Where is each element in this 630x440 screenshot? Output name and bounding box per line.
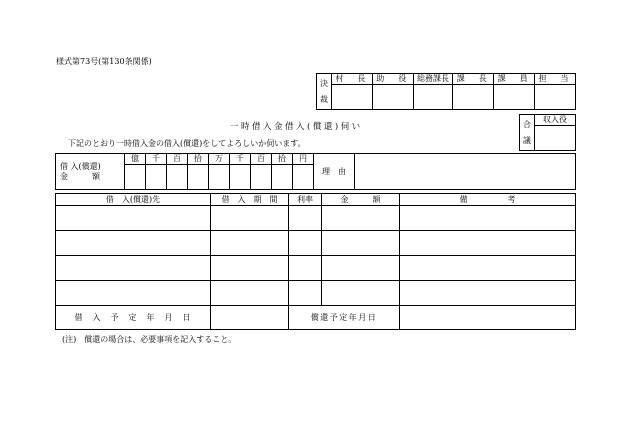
unit-yen: 円 (293, 154, 314, 165)
amount-cell[interactable] (322, 206, 400, 231)
approval-header-staff: 課 員 (494, 74, 535, 85)
approval-seal-cell[interactable] (332, 85, 373, 110)
remarks-cell[interactable] (400, 206, 576, 231)
consult-seal-cell[interactable] (535, 126, 576, 151)
period-cell[interactable] (211, 256, 289, 281)
approval-seal-cell[interactable] (372, 85, 413, 110)
approval-header-general-affairs: 総務課長 (413, 74, 453, 85)
lender-cell[interactable] (56, 281, 211, 306)
col-header-period: 借 入 期 間 (211, 194, 289, 206)
consult-label: 合 議 (520, 115, 535, 151)
unit-oku: 億 (125, 154, 146, 165)
amount-digit-cell[interactable] (167, 165, 188, 190)
form-number: 様式第73号(第130条関係) (56, 57, 152, 66)
intro-text: 下記のとおり一時借入金の借入(償還)をしてよろしいか伺います。 (68, 139, 306, 148)
footnote: (注) 償還の場合は、必要事項を記入すること。 (62, 335, 237, 344)
amount-digit-cell[interactable] (146, 165, 167, 190)
unit-man: 万 (209, 154, 230, 165)
remarks-cell[interactable] (400, 256, 576, 281)
col-header-lender: 借 入(償還)先 (56, 194, 211, 206)
approval-header-in-charge: 担 当 (535, 74, 576, 85)
amount-cell[interactable] (322, 256, 400, 281)
lender-cell[interactable] (56, 206, 211, 231)
reason-label: 理 由 (314, 154, 355, 190)
rate-cell[interactable] (289, 281, 322, 306)
lender-cell[interactable] (56, 256, 211, 281)
unit-juu: 拾 (272, 154, 293, 165)
approval-header-mayor: 村 長 (332, 74, 373, 85)
remarks-cell[interactable] (400, 281, 576, 306)
approval-table (316, 73, 576, 110)
amount-digit-cell[interactable] (125, 165, 146, 190)
repay-date-input[interactable] (400, 306, 576, 330)
amount-digit-cell[interactable] (293, 165, 314, 190)
approval-seal-cell[interactable] (494, 85, 535, 110)
remarks-cell[interactable] (400, 231, 576, 256)
amount-table (55, 153, 576, 190)
approval-seal-cell[interactable] (453, 85, 494, 110)
borrow-date-input[interactable] (211, 306, 289, 330)
amount-digit-cell[interactable] (209, 165, 230, 190)
unit-sen: 千 (230, 154, 251, 165)
consult-header-treasurer: 収入役 (535, 115, 576, 126)
detail-table (55, 193, 576, 330)
unit-hyaku: 百 (167, 154, 188, 165)
period-cell[interactable] (211, 231, 289, 256)
rate-cell[interactable] (289, 206, 322, 231)
rate-cell[interactable] (289, 231, 322, 256)
repay-date-label: 償還予定年月日 (289, 306, 400, 330)
amount-digit-cell[interactable] (272, 165, 293, 190)
approval-label: 決 裁 (317, 74, 332, 110)
approval-seal-cell[interactable] (535, 85, 576, 110)
rate-cell[interactable] (289, 256, 322, 281)
amount-digit-cell[interactable] (230, 165, 251, 190)
unit-sen: 千 (146, 154, 167, 165)
amount-label: 借 入(償還) 金 額 (56, 154, 125, 190)
approval-header-deputy: 助 役 (372, 74, 413, 85)
period-cell[interactable] (211, 206, 289, 231)
amount-digit-cell[interactable] (188, 165, 209, 190)
consult-table (519, 114, 576, 151)
form-title: 一時借入金借入(償還)伺い (230, 122, 363, 132)
col-header-remarks: 備 考 (400, 194, 576, 206)
reason-input[interactable] (355, 154, 576, 190)
col-header-amount: 金 額 (322, 194, 400, 206)
unit-juu: 拾 (188, 154, 209, 165)
approval-seal-cell[interactable] (413, 85, 453, 110)
unit-hyaku: 百 (251, 154, 272, 165)
amount-cell[interactable] (322, 281, 400, 306)
col-header-rate: 利率 (289, 194, 322, 206)
amount-cell[interactable] (322, 231, 400, 256)
period-cell[interactable] (211, 281, 289, 306)
borrow-date-label: 借 入 予 定 年 月 日 (56, 306, 211, 330)
lender-cell[interactable] (56, 231, 211, 256)
approval-header-section-chief: 課 長 (453, 74, 494, 85)
amount-digit-cell[interactable] (251, 165, 272, 190)
